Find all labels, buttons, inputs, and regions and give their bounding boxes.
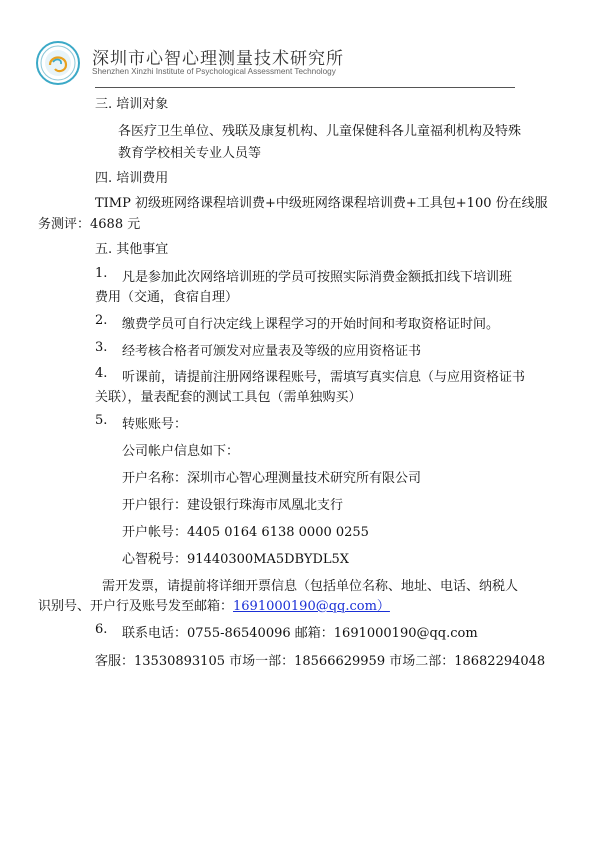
- targets-line-1: 各医疗卫生单位、残联及康复机构、儿童保健科各儿童福利机构及特殊: [118, 124, 522, 139]
- org-name-en: Shenzhen Xinzhi Institute of Psychological Assessment Technology: [92, 67, 336, 76]
- section-heading-other: 五. 其他事宜: [95, 242, 169, 257]
- invoice-line-2: [38, 595, 390, 614]
- section-heading-targets: 三. 培训对象: [95, 97, 169, 112]
- customer-service: 客服：13530893105 市场一部：18566629959 市场二部：18682294048: [95, 654, 546, 669]
- item-6-text: 联系电话：0755-86540096 邮箱：1691000190@qq.com: [122, 626, 478, 641]
- item-2-text: 缴费学员可自行决定线上课程学习的开始时间和考取资格证时间。: [122, 317, 500, 332]
- item-1-number: 1.: [95, 266, 108, 281]
- account-name: 开户名称：深圳市心智心理测量技术研究所有限公司: [122, 471, 422, 486]
- invoice-line-1: 需开发票，请提前将详细开票信息（包括单位名称、地址、电话、纳税人: [102, 579, 519, 594]
- fees-line-2: 务测评：4688 元: [38, 217, 141, 232]
- item-5-text: 转账账号：: [122, 417, 188, 432]
- item-1-line-1: 凡是参加此次网络培训班的学员可按照实际消费金额抵扣线下培训班: [122, 270, 513, 285]
- invoice-email-link[interactable]: 1691000190@qq.com）: [233, 599, 390, 614]
- header-divider: [95, 87, 515, 88]
- item-1-line-2: 费用（交通，食宿自理）: [95, 290, 239, 305]
- targets-line-2: 教育学校相关专业人员等: [118, 146, 262, 161]
- item-6-number: 6.: [95, 622, 108, 637]
- invoice-line-2-prefix: 识别号、开户行及账号发至邮箱：: [38, 599, 234, 614]
- account-intro: 公司帐户信息如下：: [122, 444, 240, 459]
- section-heading-fees: 四. 培训费用: [95, 171, 169, 186]
- account-bank: 开户银行：建设银行珠海市凤凰北支行: [122, 498, 344, 513]
- item-3-number: 3.: [95, 340, 108, 355]
- item-4-number: 4.: [95, 366, 108, 381]
- account-number: 开户帐号：4405 0164 6138 0000 0255: [122, 525, 369, 540]
- item-5-number: 5.: [95, 413, 108, 428]
- item-2-number: 2.: [95, 313, 108, 328]
- org-name: 深圳市心智心理测量技术研究所: [92, 49, 344, 69]
- item-3-text: 经考核合格者可颁发对应量表及等级的应用资格证书: [122, 344, 422, 359]
- tax-id: 心智税号：91440300MA5DBYDL5X: [122, 552, 350, 567]
- item-4-line-2: 关联），量表配套的测试工具包（需单独购买）: [95, 390, 362, 405]
- fees-line-1: TIMP 初级班网络课程培训费+中级班网络课程培训费+工具包+100 份在线服: [95, 196, 548, 211]
- item-4-line-1: 听课前，请提前注册网络课程账号，需填写真实信息（与应用资格证书: [122, 370, 526, 385]
- institute-logo: [36, 41, 80, 85]
